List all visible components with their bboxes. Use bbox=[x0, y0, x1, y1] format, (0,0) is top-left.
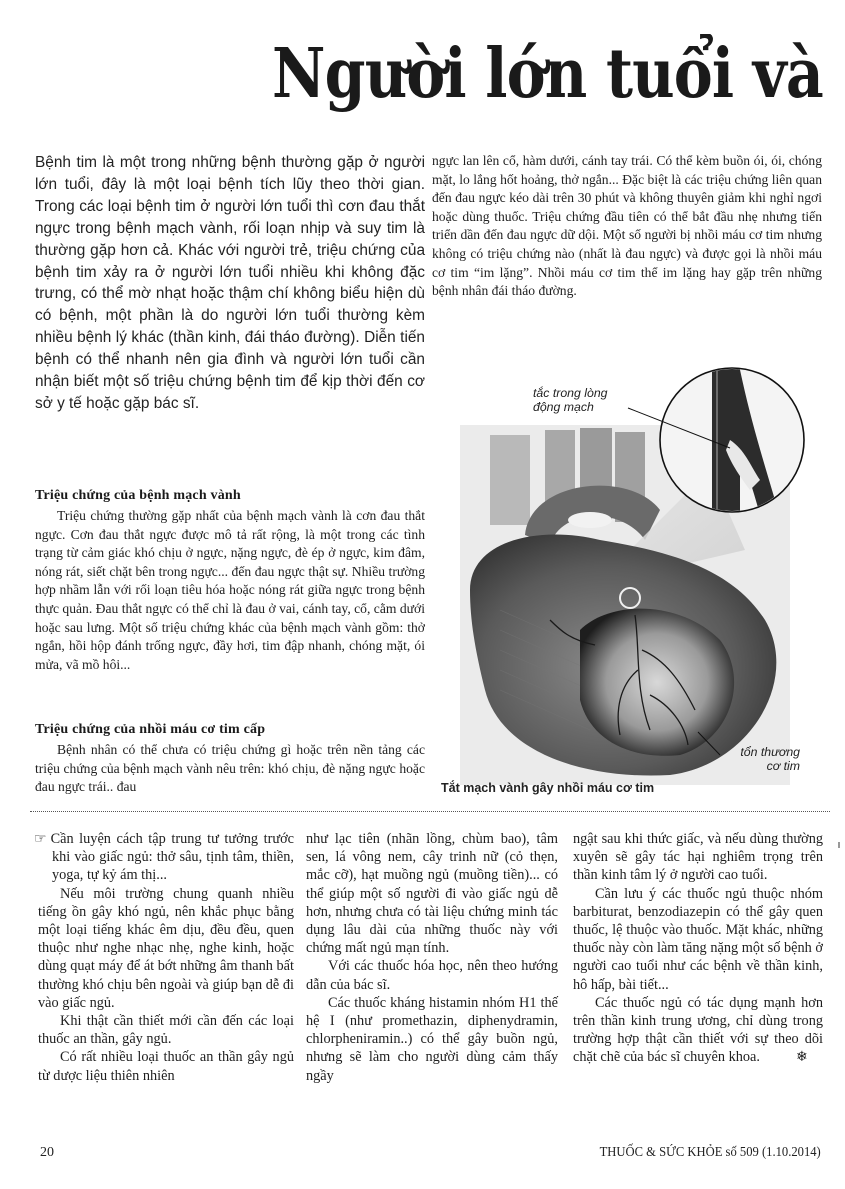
paragraph: Cần lưu ý các thuốc ngủ thuộc nhóm barbiturat, benzodiazepin có thể gây quen thuốc, lệ thuộc vào thuốc. Mặt khác, những thuốc này còn làm tăng nặng một số bệnh ở người cao tuổi như các bệnh về thần kinh, hô hấp, bài tiết... bbox=[573, 885, 823, 993]
paragraph-text: Các thuốc ngủ có tác dụng mạnh hơn trên thần kinh trung ương, chỉ dùng trong trường hợp thật cần thiết với sự theo dõi chặt chẽ của bác sĩ chuyên khoa. bbox=[573, 994, 823, 1066]
magazine-issue: THUỐC & SỨC KHỎE số 509 (1.10.2014) bbox=[599, 1145, 821, 1160]
section-body: Bệnh nhân có thể chưa có triệu chứng gì hoặc trên nền tảng các triệu chứng của bệnh mạch vành nêu trên: khó chịu, đè nặng ngực hoặc đau ngực trái.. đau bbox=[35, 742, 425, 795]
paragraph: Các thuốc kháng histamin nhóm H1 thế hệ I (như promethazin, diphenydramin, chlorpheniramin..) có thể gây buồn ngủ, nhưng sẽ làm cho người dùng cảm thấy ngầy bbox=[306, 994, 558, 1084]
label-line: cơ tim bbox=[766, 759, 800, 773]
tip-paragraph bbox=[34, 830, 294, 885]
end-mark-icon: ❄ bbox=[795, 1049, 808, 1066]
paragraph: Khi thật cần thiết mới cần đến các loại thuốc an thần, gây ngủ. bbox=[38, 1013, 294, 1048]
label-line: tổn thương bbox=[740, 745, 800, 759]
section-coronary bbox=[35, 486, 425, 674]
section-heading: Triệu chứng của nhồi máu cơ tim cấp bbox=[35, 722, 266, 737]
pointing-hand-icon: ☞ bbox=[34, 831, 47, 847]
paragraph-text: Cần luyện cách tập trung tư tưởng trước khi vào giấc ngủ: thở sâu, tịnh tâm, thiền, yoga, tự kỷ ám thị... bbox=[50, 831, 294, 884]
section-heading: Triệu chứng của bệnh mạch vành bbox=[35, 488, 241, 503]
paragraph: như lạc tiên (nhãn lồng, chùm bao), tâm sen, lá vông nem, cây trinh nữ (cỏ thẹn, mắc cỡ), hạt muồng ngủ (muồng tiền)... có thể giúp một số người đi vào giấc ngủ dễ hơn, nhưng chưa có tài liệu chứng minh tác dụng lâu dài của những thuốc này với chứng mất ngủ mạn tính. bbox=[306, 831, 558, 957]
continued-paragraph: ngực lan lên cổ, hàm dưới, cánh tay trái. Có thể kèm buồn ói, ói, chóng mặt, lo lắng hốt hoảng, thở ngắn... Đặc biệt là các triệu chứng liên quan đến đau ngực kéo dài trên 30 phút và không thuyên giảm khi nghỉ ngơi hoặc dùng thuốc. Triệu chứng đầu tiên có thể bắt đầu nhẹ nhưng tiến triển dần đến đau ngực dữ dội. Một số người bị nhồi máu cơ tim nhưng không có triệu chứng nào (nhất là đau ngực) và được gọi là nhồi máu cơ tim “im lặng”. Nhồi máu cơ tim thể im lặng hay gặp trên những bệnh nhân đái tháo đường. bbox=[432, 153, 822, 299]
label-myocardial-damage bbox=[725, 745, 800, 773]
bottom-column-2 bbox=[306, 830, 558, 1085]
section-body: Triệu chứng thường gặp nhất của bệnh mạch vành là cơn đau thắt ngực. Cơn đau thắt ngực được mô tả rất rộng, là một trong các tình trạng từ cảm giác khó chịu ở ngực, nặng ngực, đè ép ở ngực, kim đâm, nóng rát, siết chặt bên trong ngực... đến đau ngực thật sự. Nhiều trường hợp nhầm lẫn với rối loạn tiêu hóa hoặc nóng rát giữa ngực trong bệnh thực quản. Đau thắt ngực có thể chỉ là đau ở vai, cánh tay, cổ, cằm dưới hoặc sau lưng. Một số triệu chứng khác của bệnh mạch vành gồm: thở ngắn, hồi hộp đánh trống ngực, đầy hơi, tim đập nhanh, chóng mặt, ói mửa, vã mồ hôi... bbox=[35, 508, 425, 672]
label-line: tắc trong lòng bbox=[533, 386, 608, 400]
figure-caption: Tắt mạch vành gây nhồi máu cơ tim bbox=[441, 781, 655, 795]
dotted-divider bbox=[30, 811, 830, 812]
heart-image bbox=[430, 350, 830, 800]
intro-paragraph: Bệnh tim là một trong những bệnh thường gặp ở người lớn tuổi, đây là một loại bệnh tích lũy theo thời gian. Trong các loại bệnh tim ở người lớn tuổi thì cơn đau thắt ngực trong bệnh mạch vành, rối loạn nhịp và suy tim là thường gặp hơn cả. Khác với người trẻ, triệu chứng của bệnh tim xảy ra ở người lớn tuổi nhiều khi không đặc trưng, có thể mờ nhạt hoặc thậm chí không biểu hiện dù có bệnh, một phần là do người lớn tuổi thường kèm nhiều bệnh lý khác (thần kinh, đái tháo đường). Diễn tiến bệnh có thể nhanh nên gia đình và người lớn tuổi cần nhận biết một số triệu chứng bệnh tim để kịp thời đến cơ sở y tế hoặc gặp bác sĩ. bbox=[35, 154, 425, 412]
paragraph: Có rất nhiều loại thuốc an thần gây ngủ từ dược liệu thiên nhiên bbox=[38, 1049, 294, 1084]
paragraph: Với các thuốc hóa học, nên theo hướng dẫn của bác sĩ. bbox=[306, 958, 558, 993]
paragraph: ngật sau khi thức giấc, và nếu dùng thường xuyên sẽ gây tác hại nghiêm trọng trên thần kinh tâm lý ở người cao tuổi. bbox=[573, 831, 823, 884]
edge-mark bbox=[838, 842, 840, 848]
page-number: 20 bbox=[40, 1145, 54, 1160]
label-line: động mạch bbox=[533, 400, 594, 414]
bottom-column-3 bbox=[573, 830, 823, 1067]
paragraph: Nếu môi trường chung quanh nhiều tiếng ồn gây khó ngủ, nên khắc phục bằng một loại tiếng khác êm dịu, đều đều, quen thuộc như nghe nhạc nhẹ, nghe kinh, hoặc dùng quạt máy để át bớt những âm thanh bất thường khó chịu bên ngoài và giúp bạn dễ đi vào giấc ngủ. bbox=[38, 885, 294, 1011]
label-arterial-occlusion bbox=[533, 386, 608, 414]
bottom-column-1 bbox=[34, 830, 294, 1085]
paragraph bbox=[573, 994, 823, 1067]
heart-illustration bbox=[430, 350, 830, 800]
article-title: Người lớn tuổi và bbox=[272, 34, 823, 114]
section-infarction bbox=[35, 720, 425, 797]
